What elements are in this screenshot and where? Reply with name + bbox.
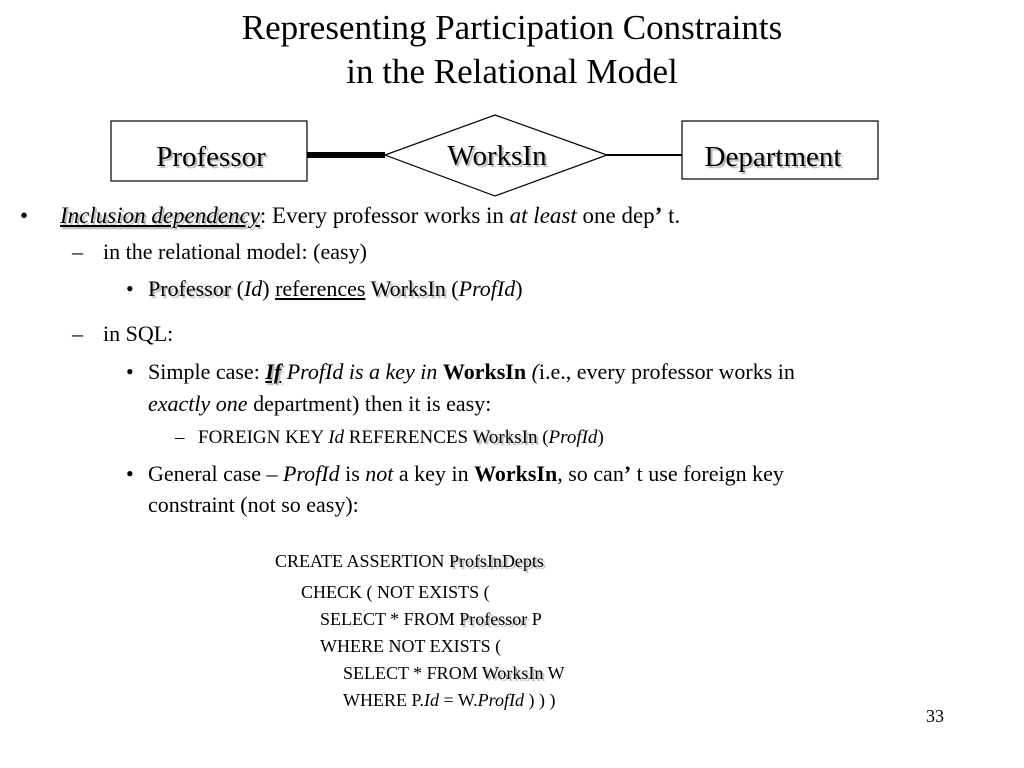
b1-rest: one dep xyxy=(576,203,655,228)
paren-open: ( xyxy=(537,427,549,448)
alias-p: P xyxy=(527,609,542,629)
a-key-in: a key in xyxy=(393,461,475,486)
sql-line-select-worksin xyxy=(343,660,565,686)
attr-profid: ProfId xyxy=(458,276,516,301)
professor-references-worksin xyxy=(148,273,523,304)
title-line-1: Representing Participation Constraints xyxy=(241,8,783,47)
sql-line-check: CHECK ( NOT EXISTS ( xyxy=(301,582,490,602)
worksin-relationship-label: WorksIn xyxy=(447,140,547,172)
dot-marker: • xyxy=(126,359,134,384)
is-word: is xyxy=(339,461,366,486)
bullet-marker: • xyxy=(20,203,29,228)
rel-worksin: WorksIn xyxy=(481,663,544,683)
where-p: WHERE P. xyxy=(343,690,424,710)
paren-open: ( xyxy=(445,276,459,301)
exactly-one: exactly one xyxy=(148,391,248,416)
attr-profid: ProfId xyxy=(282,461,340,486)
not-word: not xyxy=(365,461,394,486)
simple-case-condition: ProfId is a key in xyxy=(281,359,443,384)
create-assertion-keyword: CREATE ASSERTION xyxy=(275,551,449,571)
simple-case-line-1 xyxy=(148,356,795,387)
sql-line-where-not-exists: WHERE NOT EXISTS ( xyxy=(320,636,502,656)
general-case-tail: t use foreign key xyxy=(631,461,784,486)
select-from: SELECT * FROM xyxy=(343,663,482,683)
rel-professor: Professor xyxy=(148,276,232,301)
paren-close: ) xyxy=(515,276,523,301)
equals-w: = W. xyxy=(439,690,478,710)
dash-marker: – xyxy=(72,239,83,264)
b1-colon-text: : Every professor works in xyxy=(259,203,510,228)
dash-marker: – xyxy=(72,321,83,346)
b1-at-least: at least xyxy=(509,203,577,228)
paren-close: ) xyxy=(262,276,276,301)
department-entity-label: Department xyxy=(704,141,842,173)
rel-worksin: WorksIn xyxy=(370,276,446,301)
paren-open: ( xyxy=(231,276,244,301)
simple-case-line-2 xyxy=(148,388,491,419)
attr-profid: ProfId xyxy=(548,427,598,448)
foreign-key-keyword: FOREIGN KEY xyxy=(198,427,329,448)
alias-w: W xyxy=(543,663,565,683)
professor-entity-label: Professor xyxy=(156,141,266,173)
references-keyword: REFERENCES xyxy=(344,427,473,448)
assertion-name: ProfsInDepts xyxy=(448,551,544,571)
bullet-inclusion-dependency xyxy=(60,200,680,231)
select-from: SELECT * FROM xyxy=(320,609,460,629)
paren-open: ( xyxy=(526,359,539,384)
dot-marker: • xyxy=(126,461,134,486)
rel-worksin: WorksIn xyxy=(442,359,527,384)
references-word: references xyxy=(275,276,366,301)
b1-apostrophe: ’ xyxy=(654,203,663,228)
closing-parens: ) ) ) xyxy=(524,690,556,710)
simple-case-line2-rest: department) then it is easy: xyxy=(247,391,492,416)
so-can: , so can xyxy=(557,461,624,486)
paren-close: ) xyxy=(597,427,604,448)
simple-case-tail: i.e., every professor works in xyxy=(538,359,795,384)
inclusion-dependency-term: Inclusion dependency xyxy=(60,203,260,228)
if-word: If xyxy=(265,359,282,384)
subbullet-relational-model: in the relational model: (easy) xyxy=(103,239,367,264)
apostrophe: ’ xyxy=(623,461,632,486)
attr-id: Id xyxy=(328,427,345,448)
page-number: 33 xyxy=(926,706,944,726)
sql-line-select-professor xyxy=(320,606,542,632)
attr-id: Id xyxy=(243,276,263,301)
dash-marker: – xyxy=(175,427,185,448)
attr-profid: ProfId xyxy=(477,690,524,710)
general-case-line-1 xyxy=(148,458,784,489)
title-line-2: in the Relational Model xyxy=(346,52,678,91)
foreign-key-line xyxy=(198,422,604,453)
simple-case-lead: Simple case: xyxy=(148,359,266,384)
general-case-lead: General case – xyxy=(148,461,283,486)
rel-professor: Professor xyxy=(459,609,528,629)
general-case-line-2: constraint (not so easy): xyxy=(148,492,359,517)
subbullet-in-sql: in SQL: xyxy=(103,321,174,346)
sql-line-create-assertion xyxy=(275,548,544,574)
attr-id: Id xyxy=(424,690,439,710)
rel-worksin: WorksIn xyxy=(472,427,538,448)
b1-end: t. xyxy=(662,203,681,228)
dot-marker: • xyxy=(126,276,134,301)
rel-worksin: WorksIn xyxy=(474,461,558,486)
sql-line-where-join xyxy=(343,687,555,713)
er-diagram xyxy=(0,0,1024,200)
